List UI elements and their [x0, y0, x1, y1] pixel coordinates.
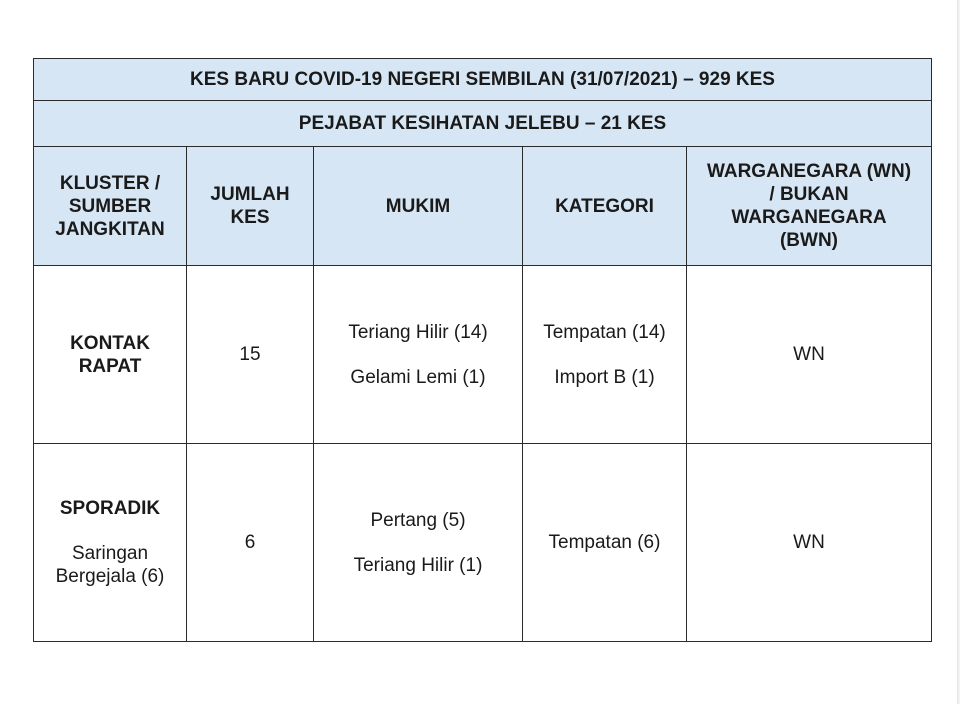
table-subtitle: PEJABAT KESIHATAN JELEBU – 21 KES — [34, 101, 932, 147]
cell-jumlah: 6 — [187, 444, 314, 642]
cell-kategori: Tempatan (14) Import B (1) — [523, 266, 687, 444]
cell-mukim: Pertang (5) Teriang Hilir (1) — [314, 444, 523, 642]
column-header-row — [34, 147, 932, 266]
table-subtitle-row — [34, 101, 932, 147]
cell-kategori: Tempatan (6) — [523, 444, 687, 642]
header-kategori: KATEGORI — [523, 147, 687, 266]
cell-warganegara: WN — [687, 266, 932, 444]
cell-warganegara: WN — [687, 444, 932, 642]
table-title: KES BARU COVID-19 NEGERI SEMBILAN (31/07/2021) – 929 KES — [34, 59, 932, 101]
header-kluster: KLUSTER / SUMBER JANGKITAN — [34, 147, 187, 266]
table-row — [34, 266, 932, 444]
covid-cases-table — [33, 58, 932, 642]
cell-kluster: SPORADIK Saringan Bergejala (6) — [34, 444, 187, 642]
header-mukim: MUKIM — [314, 147, 523, 266]
table-row — [34, 444, 932, 642]
header-jumlah-kes: JUMLAH KES — [187, 147, 314, 266]
table-title-row — [34, 59, 932, 101]
cell-mukim: Teriang Hilir (14) Gelami Lemi (1) — [314, 266, 523, 444]
cell-jumlah: 15 — [187, 266, 314, 444]
header-warganegara: WARGANEGARA (WN) / BUKAN WARGANEGARA (BWN) — [687, 147, 932, 266]
cell-kluster: KONTAK RAPAT — [34, 266, 187, 444]
